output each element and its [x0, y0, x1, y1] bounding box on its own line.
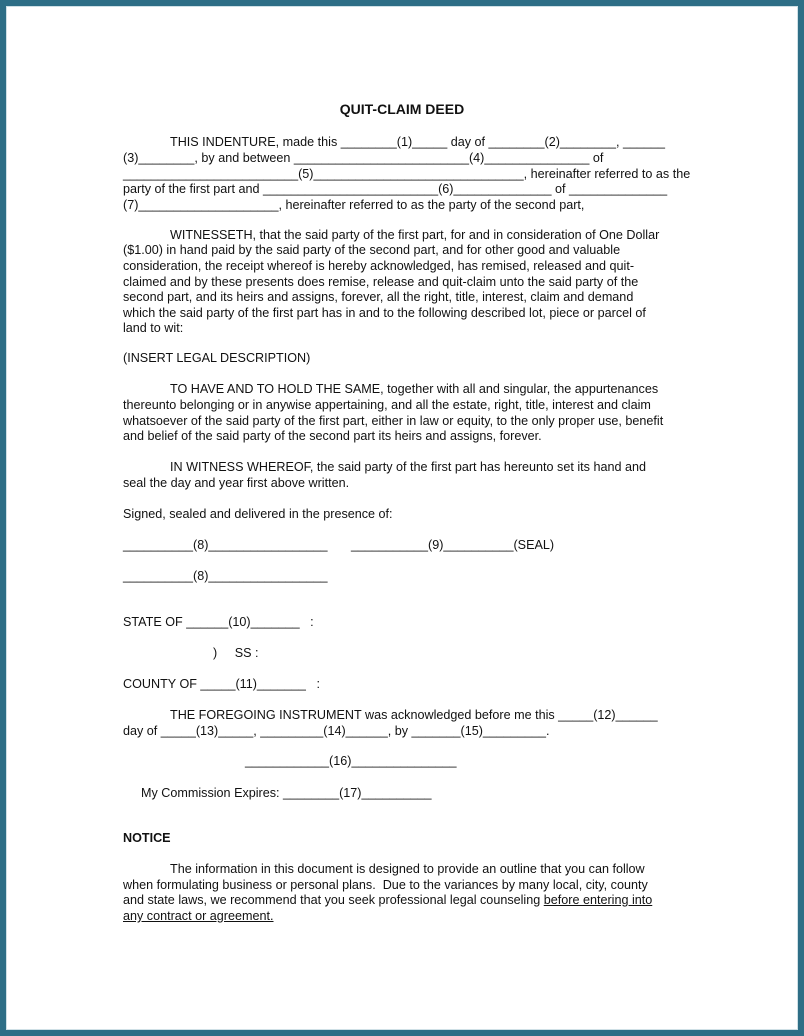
notice-line-3: [123, 892, 652, 908]
indenture-line-5: (7)____________________, hereinafter referred to as the party of the second part,: [123, 198, 585, 212]
ss-line: ) SS :: [213, 646, 259, 660]
habendum-line-2: thereunto belonging or in anywise appertaining, and all the estate, right, title, interest and claim: [123, 398, 651, 412]
commission-expires-line: My Commission Expires: ________(17)__________: [141, 786, 432, 800]
indenture-line-2: (3)________, by and between _________________________(4)_______________ of: [123, 151, 604, 165]
in-witness-line-1: IN WITNESS WHEREOF, the said party of the first part has hereunto set its hand and: [170, 460, 646, 474]
signed-delivered-line: Signed, sealed and delivered in the presence of:: [123, 507, 393, 521]
notice-line-1: The information in this document is designed to provide an outline that you can follow: [170, 862, 645, 876]
notice-line-2: when formulating business or personal plans. Due to the variances by many local, city, county: [123, 878, 648, 892]
notice-line-3-text: and state laws, we recommend that you seek professional legal counseling: [123, 893, 544, 907]
habendum-line-3: whatsoever of the said party of the first part, either in law or equity, to the only proper use, benefit: [123, 414, 664, 428]
county-line: COUNTY OF _____(11)_______ :: [123, 677, 320, 691]
witnesseth-line-2: ($1.00) in hand paid by the said party of the second part, and for other good and valuable: [123, 243, 621, 257]
witnesseth-line-3: consideration, the receipt whereof is hereby acknowledged, has remised, released and quit-: [123, 259, 635, 273]
witnesseth-line-5: second part, and its heirs and assigns, forever, all the right, title, interest, claim and demand: [123, 290, 634, 304]
witness-signature-line-2: __________(8)_________________: [123, 569, 328, 583]
in-witness-line-2: seal the day and year first above written.: [123, 476, 350, 490]
notice-line-4: any contract or agreement.: [123, 909, 274, 923]
witnesseth-line-7: land to wit:: [123, 321, 184, 335]
page-title: QUIT-CLAIM DEED: [339, 101, 465, 117]
notary-signature-line: ____________(16)_______________: [245, 754, 457, 768]
habendum-line-4: and belief of the said party of the second part its heirs and assigns, forever.: [123, 429, 542, 443]
notice-heading: NOTICE: [123, 831, 171, 845]
witnesseth-line-4: claimed and by these presents does remise, release and quit-claim unto the said party of the: [123, 275, 639, 289]
indenture-line-4: party of the first part and _________________________(6)______________ of ______________: [123, 182, 668, 196]
witnesseth-line-6: which the said party of the first part has in and to the following described lot, piece or parcel of: [123, 306, 646, 320]
indenture-line-1: THIS INDENTURE, made this ________(1)_____ day of ________(2)________, ______: [170, 135, 665, 149]
notice-underlined-text: before entering into: [543, 893, 653, 907]
grantor-seal-line: ___________(9)__________(SEAL): [351, 538, 555, 552]
witnesseth-line-1: WITNESSETH, that the said party of the first part, for and in consideration of One Dollar: [170, 228, 660, 242]
state-line: STATE OF ______(10)_______ :: [123, 615, 314, 629]
habendum-line-1: TO HAVE AND TO HOLD THE SAME, together with all and singular, the appurtenances: [170, 382, 659, 396]
legal-description: (INSERT LEGAL DESCRIPTION): [123, 351, 311, 365]
acknowledgment-line-1: THE FOREGOING INSTRUMENT was acknowledged before me this _____(12)______: [170, 708, 658, 722]
acknowledgment-line-2: day of _____(13)_____, _________(14)______, by _______(15)_________.: [123, 724, 550, 738]
indenture-line-3: _________________________(5)______________________________, hereinafter referred to as the: [123, 167, 691, 181]
witness-signature-line-1: __________(8)_________________: [123, 538, 328, 552]
